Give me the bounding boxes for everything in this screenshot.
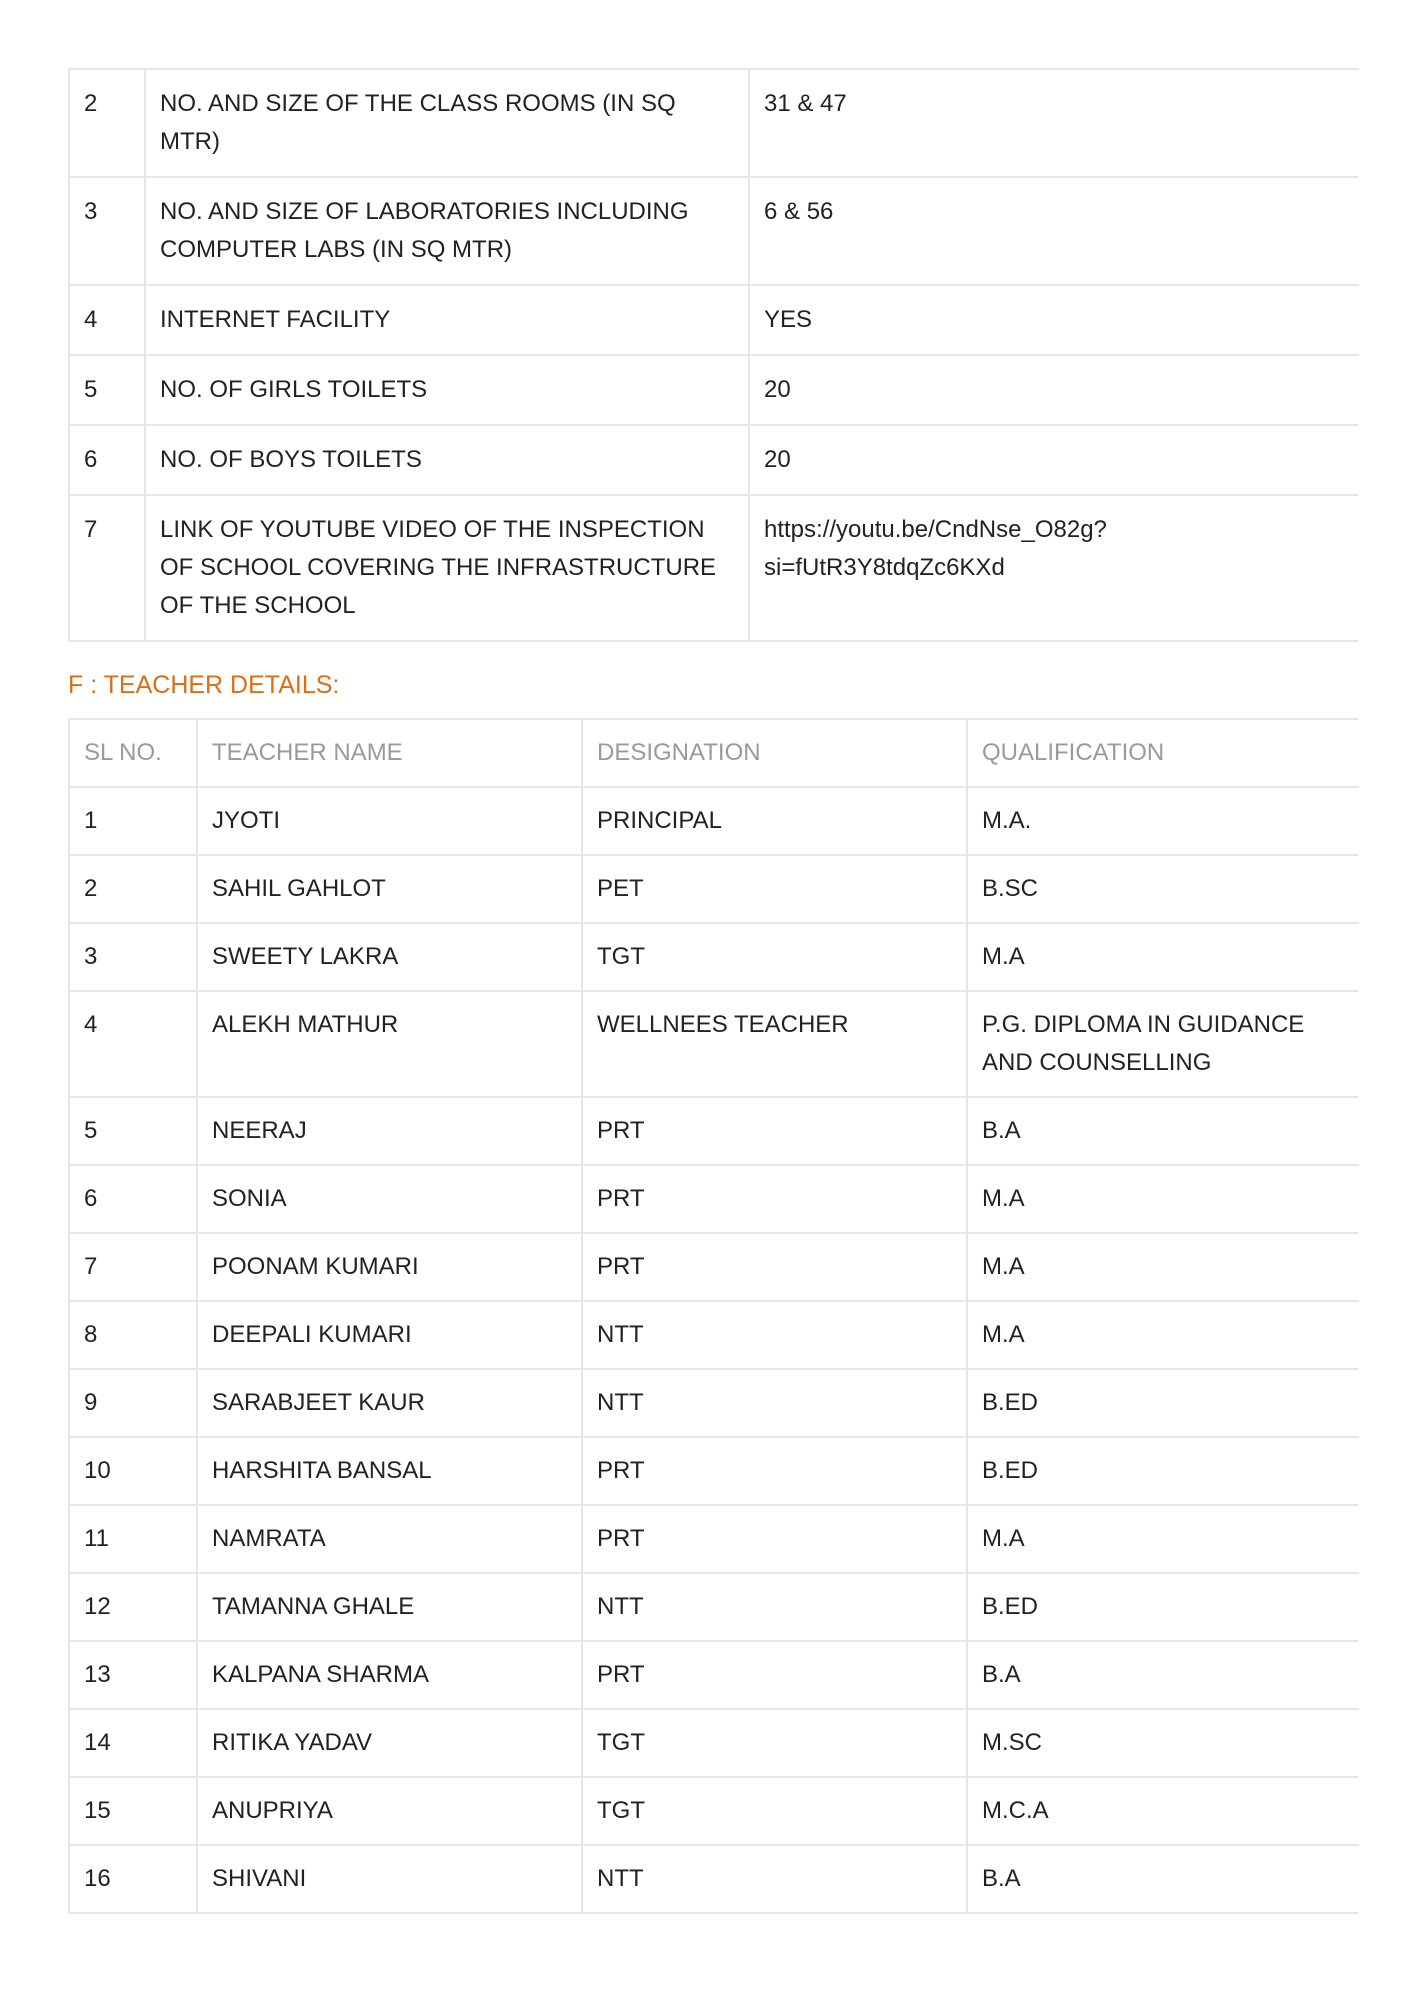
qualification-cell: M.A — [967, 923, 1359, 991]
infra-value-cell: 20 — [749, 355, 1359, 425]
infra-sl-cell: 7 — [69, 495, 145, 641]
teacher-name-cell: SHIVANI — [197, 1845, 582, 1913]
designation-cell: NTT — [582, 1369, 967, 1437]
infra-value-cell: https://youtu.be/CndNse_O82g?si=fUtR3Y8tdqZc6KXd — [749, 495, 1359, 641]
table-row — [69, 355, 1359, 425]
table-row — [69, 923, 1359, 991]
sl-no-cell: 4 — [69, 991, 197, 1097]
teacher-name-cell: DEEPALI KUMARI — [197, 1301, 582, 1369]
infra-sl-cell: 2 — [69, 69, 145, 177]
infra-value-cell: 6 & 56 — [749, 177, 1359, 285]
teacher-name-cell: KALPANA SHARMA — [197, 1641, 582, 1709]
table-row — [69, 1573, 1359, 1641]
header-sl-no: SL NO. — [69, 719, 197, 787]
infra-sl-cell: 6 — [69, 425, 145, 495]
designation-cell: PRT — [582, 1641, 967, 1709]
sl-no-cell: 3 — [69, 923, 197, 991]
teacher-name-cell: SAHIL GAHLOT — [197, 855, 582, 923]
qualification-cell: B.SC — [967, 855, 1359, 923]
teacher-name-cell: SARABJEET KAUR — [197, 1369, 582, 1437]
table-row — [69, 1369, 1359, 1437]
qualification-cell: M.A — [967, 1233, 1359, 1301]
teacher-name-cell: TAMANNA GHALE — [197, 1573, 582, 1641]
table-row — [69, 1505, 1359, 1573]
qualification-cell: M.A — [967, 1301, 1359, 1369]
sl-no-cell: 11 — [69, 1505, 197, 1573]
teacher-name-cell: HARSHITA BANSAL — [197, 1437, 582, 1505]
table-row — [69, 177, 1359, 285]
table-row — [69, 1845, 1359, 1913]
infra-sl-cell: 4 — [69, 285, 145, 355]
sl-no-cell: 10 — [69, 1437, 197, 1505]
qualification-cell: M.SC — [967, 1709, 1359, 1777]
teacher-name-cell: JYOTI — [197, 787, 582, 855]
qualification-cell: M.A. — [967, 787, 1359, 855]
sl-no-cell: 16 — [69, 1845, 197, 1913]
table-row — [69, 991, 1359, 1097]
sl-no-cell: 14 — [69, 1709, 197, 1777]
designation-cell: NTT — [582, 1573, 967, 1641]
designation-cell: TGT — [582, 1709, 967, 1777]
teacher-name-cell: RITIKA YADAV — [197, 1709, 582, 1777]
designation-cell: TGT — [582, 923, 967, 991]
table-row — [69, 495, 1359, 641]
qualification-cell: M.A — [967, 1505, 1359, 1573]
teacher-table-body — [69, 787, 1359, 1913]
infra-sl-cell: 5 — [69, 355, 145, 425]
teacher-table-header-row — [69, 719, 1359, 787]
infra-item-cell: NO. OF BOYS TOILETS — [145, 425, 749, 495]
table-row — [69, 1165, 1359, 1233]
infrastructure-table — [68, 68, 1359, 642]
table-row — [69, 69, 1359, 177]
table-row — [69, 425, 1359, 495]
designation-cell: PRT — [582, 1505, 967, 1573]
infra-value-cell: YES — [749, 285, 1359, 355]
teacher-details-heading: F : TEACHER DETAILS: — [68, 671, 340, 699]
designation-cell: PET — [582, 855, 967, 923]
qualification-cell: M.A — [967, 1165, 1359, 1233]
sl-no-cell: 8 — [69, 1301, 197, 1369]
table-row — [69, 1437, 1359, 1505]
document-page — [68, 68, 1358, 1914]
qualification-cell: M.C.A — [967, 1777, 1359, 1845]
teacher-name-cell: ANUPRIYA — [197, 1777, 582, 1845]
designation-cell: PRT — [582, 1097, 967, 1165]
sl-no-cell: 7 — [69, 1233, 197, 1301]
infra-item-cell: NO. OF GIRLS TOILETS — [145, 355, 749, 425]
infra-item-cell: INTERNET FACILITY — [145, 285, 749, 355]
teacher-name-cell: ALEKH MATHUR — [197, 991, 582, 1097]
table-row — [69, 855, 1359, 923]
infra-item-cell: LINK OF YOUTUBE VIDEO OF THE INSPECTION OF SCHOOL COVERING THE INFRASTRUCTURE OF THE SCHOOL — [145, 495, 749, 641]
sl-no-cell: 2 — [69, 855, 197, 923]
header-teacher-name: TEACHER NAME — [197, 719, 582, 787]
table-row — [69, 1097, 1359, 1165]
designation-cell: NTT — [582, 1301, 967, 1369]
designation-cell: PRT — [582, 1437, 967, 1505]
teacher-details-table — [68, 718, 1359, 1914]
table-row — [69, 1641, 1359, 1709]
qualification-cell: P.G. DIPLOMA IN GUIDANCE AND COUNSELLING — [967, 991, 1359, 1097]
qualification-cell: B.ED — [967, 1573, 1359, 1641]
table-row — [69, 285, 1359, 355]
sl-no-cell: 13 — [69, 1641, 197, 1709]
designation-cell: NTT — [582, 1845, 967, 1913]
infrastructure-table-body — [69, 69, 1359, 641]
teacher-name-cell: POONAM KUMARI — [197, 1233, 582, 1301]
header-qualification: QUALIFICATION — [967, 719, 1359, 787]
teacher-name-cell: SWEETY LAKRA — [197, 923, 582, 991]
designation-cell: PRINCIPAL — [582, 787, 967, 855]
teacher-name-cell: NAMRATA — [197, 1505, 582, 1573]
table-row — [69, 1777, 1359, 1845]
infra-item-cell: NO. AND SIZE OF THE CLASS ROOMS (IN SQ MTR) — [145, 69, 749, 177]
table-row — [69, 1301, 1359, 1369]
table-row — [69, 1233, 1359, 1301]
teacher-name-cell: NEERAJ — [197, 1097, 582, 1165]
sl-no-cell: 5 — [69, 1097, 197, 1165]
qualification-cell: B.ED — [967, 1369, 1359, 1437]
qualification-cell: B.A — [967, 1641, 1359, 1709]
sl-no-cell: 9 — [69, 1369, 197, 1437]
qualification-cell: B.A — [967, 1845, 1359, 1913]
infra-value-cell: 20 — [749, 425, 1359, 495]
sl-no-cell: 12 — [69, 1573, 197, 1641]
infra-value-cell: 31 & 47 — [749, 69, 1359, 177]
header-designation: DESIGNATION — [582, 719, 967, 787]
sl-no-cell: 6 — [69, 1165, 197, 1233]
table-row — [69, 787, 1359, 855]
sl-no-cell: 1 — [69, 787, 197, 855]
infra-sl-cell: 3 — [69, 177, 145, 285]
designation-cell: WELLNEES TEACHER — [582, 991, 967, 1097]
designation-cell: PRT — [582, 1165, 967, 1233]
qualification-cell: B.A — [967, 1097, 1359, 1165]
qualification-cell: B.ED — [967, 1437, 1359, 1505]
infra-item-cell: NO. AND SIZE OF LABORATORIES INCLUDING COMPUTER LABS (IN SQ MTR) — [145, 177, 749, 285]
designation-cell: PRT — [582, 1233, 967, 1301]
teacher-name-cell: SONIA — [197, 1165, 582, 1233]
sl-no-cell: 15 — [69, 1777, 197, 1845]
designation-cell: TGT — [582, 1777, 967, 1845]
table-row — [69, 1709, 1359, 1777]
